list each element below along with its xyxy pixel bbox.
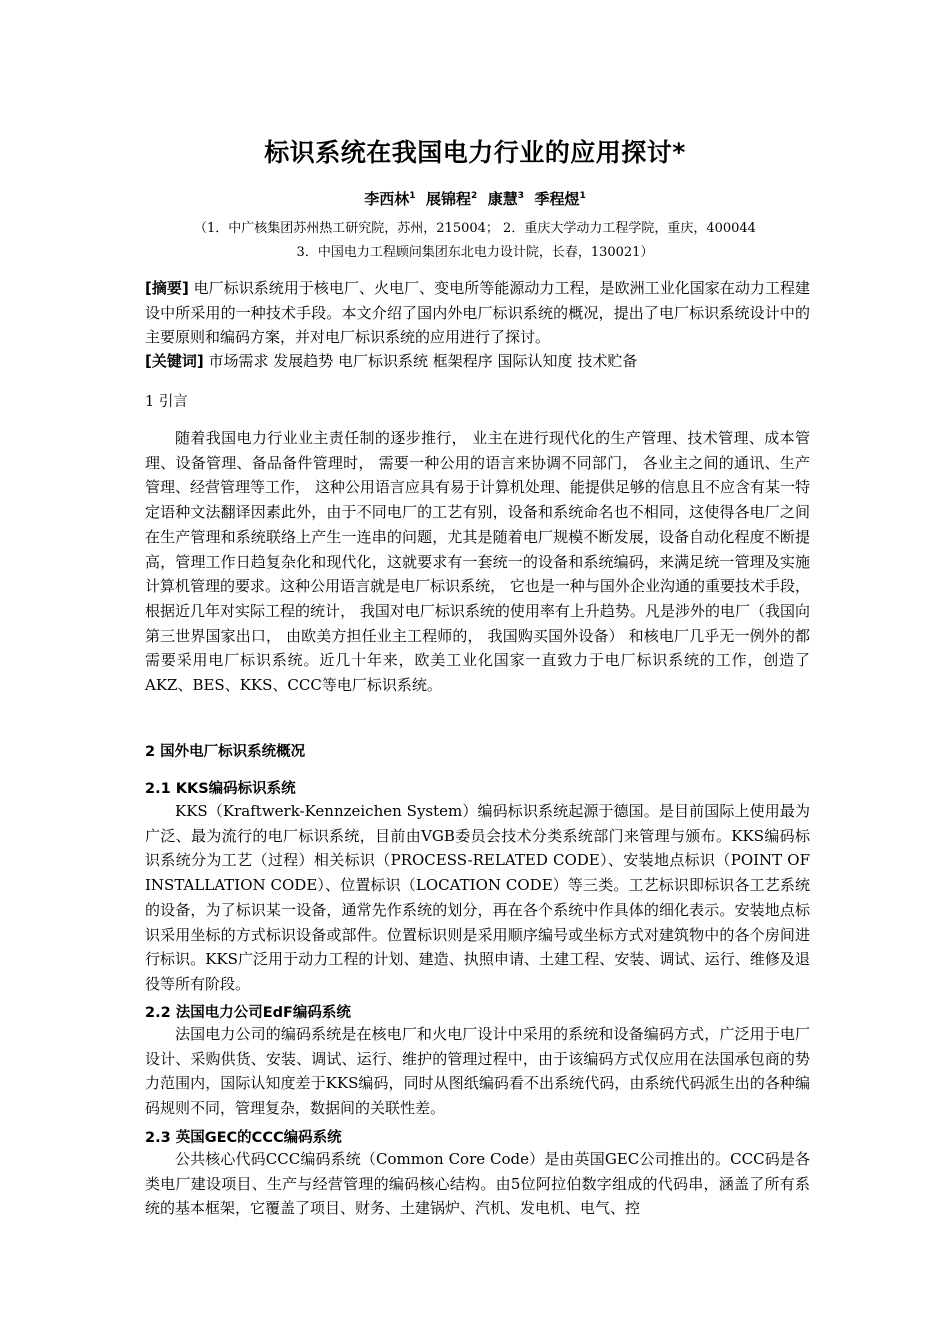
author-affil-mark: 1 [579, 191, 586, 201]
paper-title: 标识系统在我国电力行业的应用探讨* [264, 138, 686, 167]
author-name: 展锦程 [425, 190, 471, 208]
abstract-label: [摘要] [145, 279, 189, 297]
author-name: 季程煜 [534, 190, 580, 208]
section-2-1-body: KKS（Kraftwerk-Kennzeichen System）编码标识系统起源于德国。是目前国际上使用最为广泛、最为流行的电厂标识系统，目前由VGB委员会技术分类系统部门来管理与颁布。KKS编码标识系统分为工艺（过程）相关标识（PROCESS-RELATED CODE）、安装地点标识（POINT OF INSTALLATION CODE）、位置标识（LOCATION CODE）等三类。工艺标识即标识各工艺系统的设备，为了标识某一设备，通常先作系统的划分，再在各个系统中作具体的细化表示。安装地点标识采用坐标的方式标识设备或部件。位置标识则是采用顺序编号或坐标方式对建筑物中的各个房间进行标识。KKS广泛用于动力工程的计划、建造、执照申请、土建工程、安装、调试、运行、维修及退役等所有阶段。 [145, 802, 810, 993]
section-2-3-body: 公共核心代码CCC编码系统（Common Core Code）是由英国GEC公司推出的。CCC码是各类电厂建设项目、生产与经营管理的编码核心结构。由5位阿拉伯数字组成的代码串，涵盖了所有系统的基本框架，它覆盖了项目、财务、土建锅炉、汽机、发电机、电气、控 [145, 1150, 810, 1218]
abstract-text: 电厂标识系统用于核电厂、火电厂、变电所等能源动力工程，是欧洲工业化国家在动力工程建设中所采用的一种技术手段。本文介绍了国内外电厂标识系统的概况，提出了电厂标识系统设计中的主要原则和编码方案，并对电厂标识系统的应用进行了探讨。 [145, 279, 810, 347]
section-2-2-body: 法国电力公司的编码系统是在核电厂和火电厂设计中采用的系统和设备编码方式，广泛用于电厂设计、采购供货、安装、调试、运行、维护的管理过程中，由于该编码方式仅应用在法国承包商的势力范围内，国际认知度差于KKS编码，同时从图纸编码看不出系统代码，由系统代码派生出的各种编码规则不同，管理复杂，数据间的关联性差。 [145, 1025, 810, 1118]
abstract [145, 276, 810, 350]
author-affil-mark: 1 [409, 191, 416, 201]
section-heading-2-2: 2.2 法国电力公司EdF编码系统 [145, 1005, 351, 1021]
keywords [145, 349, 810, 374]
author-name: 康慧 [487, 190, 518, 208]
affiliation-line-1: （1．中广核集团苏州热工研究院，苏州，215004； 2．重庆大学动力工程学院，重庆，400044 [194, 221, 756, 236]
section-1-body: 随着我国电力行业业主责任制的逐步推行， 业主在进行现代化的生产管理、技术管理、成本管理、设备管理、备品备件管理时， 需要一种公用的语言来协调不同部门， 各业主之间的通讯、生产管理、经营管理等工作， 这种公用语言应具有易于计算机处理、能提供足够的信息且不应含有某一特定语种文法翻译因素此外，由于不同电厂的工艺有别，设备和系统命名也不相同，这使得各电厂之间在生产管理和系统联络上产生一连串的问题，尤其是随着电厂规模不断发展，设备自动化程度不断提高，管理工作日趋复杂化和现代化，这就要求有一套统一的设备和系统编码，来满足统一管理及实施计算机管理的要求。这种公用语言就是电厂标识系统， 它也是一种与国外企业沟通的重要技术手段，根据近几年对实际工程的统计， 我国对电厂标识系统的使用率有上升趋势。凡是涉外的电厂（我国向第三世界国家出口， 由欧美方担任业主工程师的， 我国购买国外设备） 和核电厂几乎无一例外的都需要采用电厂标识系统。近几十年来，欧美工业化国家一直致力于电厂标识系统的工作，创造了AKZ、BES、KKS、CCC等电厂标识系统。 [145, 429, 810, 695]
keywords-label: [关键词] [145, 352, 204, 370]
section-heading-2: 2 国外电厂标识系统概况 [145, 744, 306, 760]
author-name: 李西林 [364, 190, 410, 208]
keywords-text: 市场需求 发展趋势 电厂标识系统 框架程序 国际认知度 技术贮备 [203, 352, 638, 370]
section-heading-2-3: 2.3 英国GEC的CCC编码系统 [145, 1130, 342, 1146]
section-heading-1: 1 引言 [145, 394, 188, 410]
author-affil-mark: 2 [471, 191, 478, 201]
author-affil-mark: 3 [517, 191, 524, 201]
author-list [0, 188, 950, 209]
affiliation-line-2: 3．中国电力工程顾问集团东北电力设计院，长春，130021） [296, 245, 654, 260]
section-heading-2-1: 2.1 KKS编码标识系统 [145, 781, 296, 797]
